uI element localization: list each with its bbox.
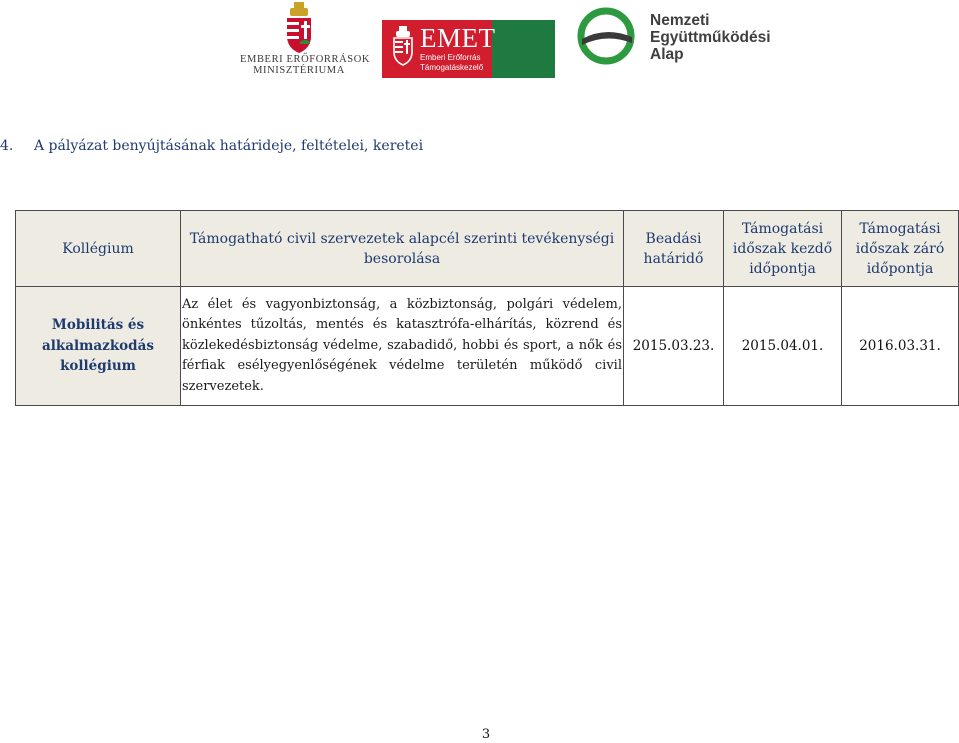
emet-logo-green-panel <box>492 20 555 78</box>
emet-logo-sub-line1: Emberi Erőforrás <box>420 53 481 62</box>
grant-table <box>15 210 959 406</box>
page-number: 3 <box>481 727 491 742</box>
college-cell: Mobilitás és alkalmazkodás kollégium <box>16 287 181 406</box>
emmi-logo-line2: MINISZTÉRIUMA <box>253 65 345 76</box>
table-header-row <box>16 211 959 287</box>
emmi-logo-line1: EMBERI ERŐFORRÁSOK <box>240 54 371 65</box>
nea-logo <box>576 6 786 66</box>
section-heading <box>0 138 423 154</box>
section-number: 4. <box>0 138 14 154</box>
section-title: A pályázat benyújtásának határideje, feltételei, keretei <box>34 138 424 154</box>
emet-logo-subtitle <box>420 53 483 72</box>
header-submission-deadline: Beadási határidő <box>624 211 724 287</box>
emet-logo-sub-line2: Támogatáskezelő <box>420 62 484 72</box>
header-support-period-end: Támogatási időszak záró időpontja <box>842 211 959 287</box>
nea-logo-line1: Nemzeti <box>650 12 710 29</box>
nea-logo-text <box>650 12 771 63</box>
activities-cell: Az élet és vagyonbiztonság, a közbiztonság, polgári védelem, önkéntes tűzoltás, mentés és katasztrófa-elhárítás, közrend és közlekedésbiztonság védelme, szabadidő, hobbi és sport, a nők és férfiak esélyegyenlőségének védelme területén működő civil szervezetek. <box>181 287 624 406</box>
start-date-cell: 2015.04.01. <box>724 287 842 406</box>
emet-logo <box>382 20 555 78</box>
hungarian-coat-of-arms-icon <box>284 2 314 54</box>
header-activity-classification: Támogatható civil szervezetek alapcél szerinti tevékenységi besorolása <box>181 211 624 287</box>
end-date-cell: 2016.03.31. <box>842 287 959 406</box>
deadline-cell: 2015.03.23. <box>624 287 724 406</box>
table-row <box>16 287 959 406</box>
coat-of-arms-icon <box>392 26 414 66</box>
emmi-logo <box>240 2 371 84</box>
nea-logo-line3: Alap <box>650 46 684 63</box>
nea-ring-icon <box>576 6 638 66</box>
header-college: Kollégium <box>16 211 181 287</box>
header-support-period-start: Támogatási időszak kezdő időpontja <box>724 211 842 287</box>
nea-logo-line2: Együttműködési <box>650 29 771 46</box>
emet-logo-title: EMET <box>420 23 496 53</box>
